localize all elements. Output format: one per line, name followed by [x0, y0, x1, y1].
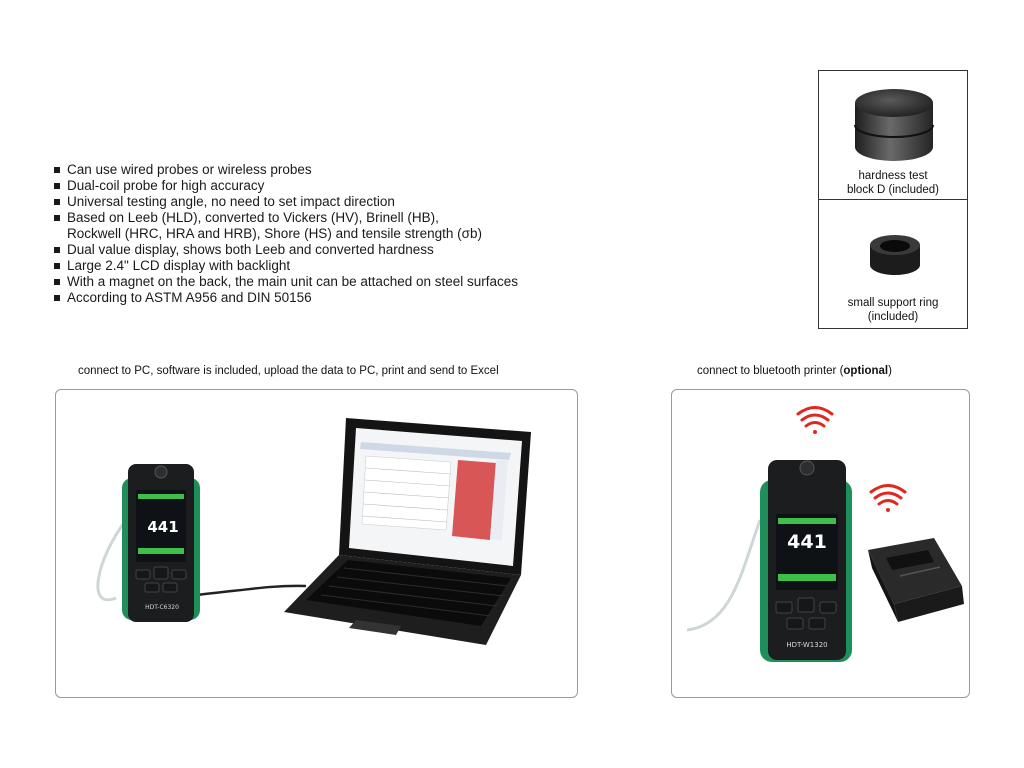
- feature-item: Dual value display, shows both Leeb and converted hardness: [54, 242, 654, 258]
- pc-device-model: HDT-C6320: [145, 604, 179, 611]
- bluetooth-printer-image: [868, 538, 964, 622]
- laptop-image: [284, 418, 531, 645]
- feature-item: According to ASTM A956 and DIN 50156: [54, 290, 654, 306]
- printer-connection-panel: [671, 389, 970, 698]
- feature-item: Based on Leeb (HLD), converted to Vickers (HV), Brinell (HB),: [54, 210, 654, 226]
- bullet-icon: [54, 263, 60, 269]
- support-ring-image: [867, 231, 923, 281]
- accessories-box: [818, 70, 968, 329]
- bullet-icon: [54, 295, 60, 301]
- ring-caption: small support ring (included): [847, 297, 939, 323]
- block-caption: hardness test block D (included): [846, 170, 940, 196]
- bullet-icon: [54, 183, 60, 189]
- printer-caption: connect to bluetooth printer (optional): [697, 365, 892, 377]
- feature-list: [54, 162, 654, 306]
- wireless-signal-icon: [871, 486, 905, 513]
- printer-device-reading: 441: [787, 531, 827, 553]
- feature-item: Large 2.4" LCD display with backlight: [54, 258, 654, 274]
- lanyard: [687, 520, 760, 630]
- hardness-tester-device: [760, 460, 852, 662]
- pc-device-reading: 441: [147, 518, 179, 536]
- feature-item: Can use wired probes or wireless probes: [54, 162, 654, 178]
- bullet-icon: [54, 215, 60, 221]
- feature-item: Dual-coil probe for high accuracy: [54, 178, 654, 194]
- lanyard: [98, 520, 126, 600]
- bullet-icon: [54, 167, 60, 173]
- usb-cable: [196, 586, 306, 595]
- hardness-test-block-image: [851, 81, 937, 167]
- feature-item-continuation: Rockwell (HRC, HRA and HRB), Shore (HS) and tensile strength (σb): [67, 226, 482, 241]
- printer-device-model: HDT-W1320: [786, 641, 828, 649]
- bullet-icon: [54, 247, 60, 253]
- divider: [819, 199, 967, 200]
- pc-connection-panel: [55, 389, 578, 698]
- bullet-icon: [54, 279, 60, 285]
- bullet-icon: [54, 199, 60, 205]
- pc-connection-illustration: [56, 390, 577, 697]
- feature-item: With a magnet on the back, the main unit can be attached on steel surfaces: [54, 274, 654, 290]
- feature-item: Universal testing angle, no need to set impact direction: [54, 194, 654, 210]
- wireless-signal-icon: [798, 408, 832, 435]
- pc-caption: connect to PC, software is included, upload the data to PC, print and send to Excel: [78, 365, 499, 377]
- hardness-tester-device: [122, 464, 200, 622]
